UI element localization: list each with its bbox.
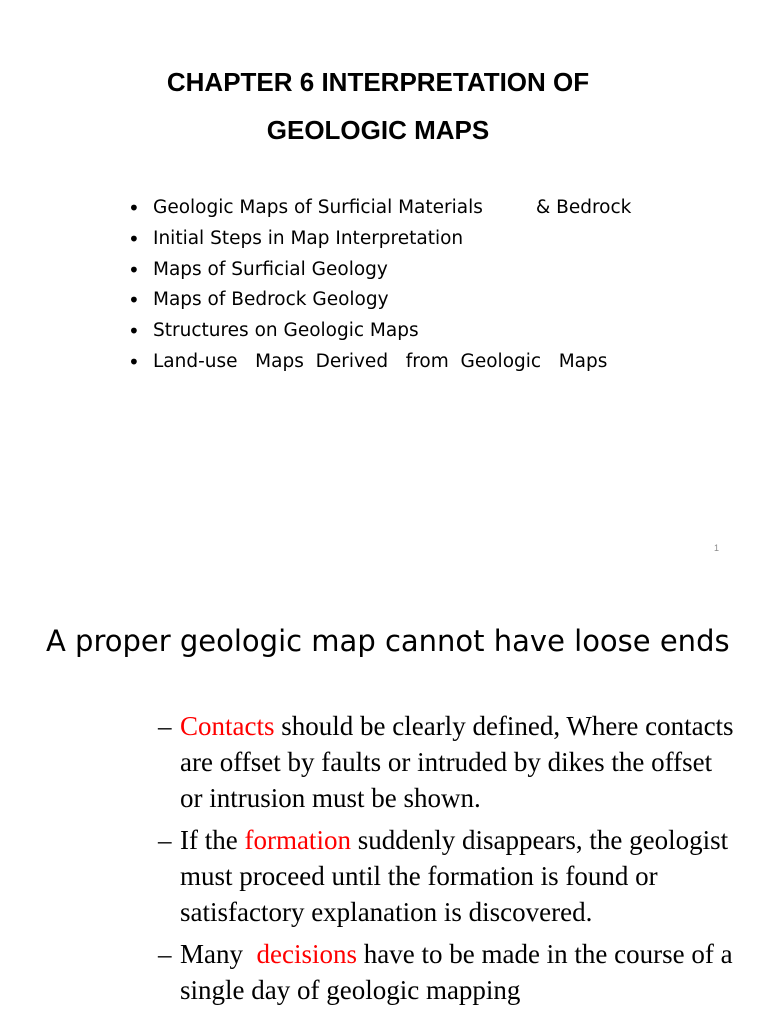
rule-text: have to be made in the course of a single day of geologic mapping [180, 939, 733, 1005]
bullet-icon: • [128, 257, 140, 282]
bullet-item [126, 255, 631, 286]
bullet-item [126, 285, 631, 316]
slide-heading: A proper geologic map cannot have loose ends [46, 624, 730, 658]
bullet-icon: • [128, 288, 140, 313]
bullet-item [126, 193, 631, 224]
page-number: 1 [714, 543, 720, 553]
bullet-item [126, 224, 631, 255]
bullet-text: Maps of Bedrock Geology [153, 289, 389, 311]
dash-icon: – [158, 939, 172, 969]
topic-bullet-list [126, 193, 631, 378]
rule-prefix: Many [180, 939, 257, 969]
chapter-title [0, 58, 756, 154]
chapter-title-line-2: GEOLOGIC MAPS [266, 115, 490, 145]
bullet-text: Geologic Maps of Surficial Materials & Bedrock [153, 197, 632, 218]
rule-item-formation [158, 822, 738, 930]
rule-text: should be clearly defined, Where contacts are offset by faults or intruded by dikes the offset or intrusion must be shown. [180, 711, 734, 813]
bullet-icon: • [128, 226, 140, 251]
bullet-text: Structures on Geologic Maps [153, 320, 419, 342]
rule-text: suddenly disappears, the geologist must proceed until the formation is found or satisfactory explanation is discovered. [180, 825, 729, 927]
highlight-term: Contacts [180, 711, 275, 741]
highlight-term: formation [244, 825, 351, 855]
rule-item-contacts [158, 708, 738, 816]
bullet-text: Land-use Maps Derived from Geologic Maps [153, 350, 608, 372]
bullet-icon: • [128, 319, 140, 344]
bullet-icon: • [128, 349, 140, 374]
rules-list [158, 708, 738, 1014]
dash-icon: – [158, 711, 172, 741]
dash-icon: – [158, 825, 172, 855]
bullet-item [126, 316, 631, 347]
chapter-title-line-1: CHAPTER 6 INTERPRETATION OF [166, 67, 590, 97]
bullet-text: Maps of Surficial Geology [153, 258, 388, 280]
bullet-icon: • [128, 196, 140, 220]
highlight-term: decisions [256, 939, 357, 969]
rule-item-decisions [158, 936, 738, 1008]
bullet-item [126, 347, 631, 378]
rule-prefix: If the [180, 825, 245, 855]
bullet-text: Initial Steps in Map Interpretation [153, 227, 464, 249]
